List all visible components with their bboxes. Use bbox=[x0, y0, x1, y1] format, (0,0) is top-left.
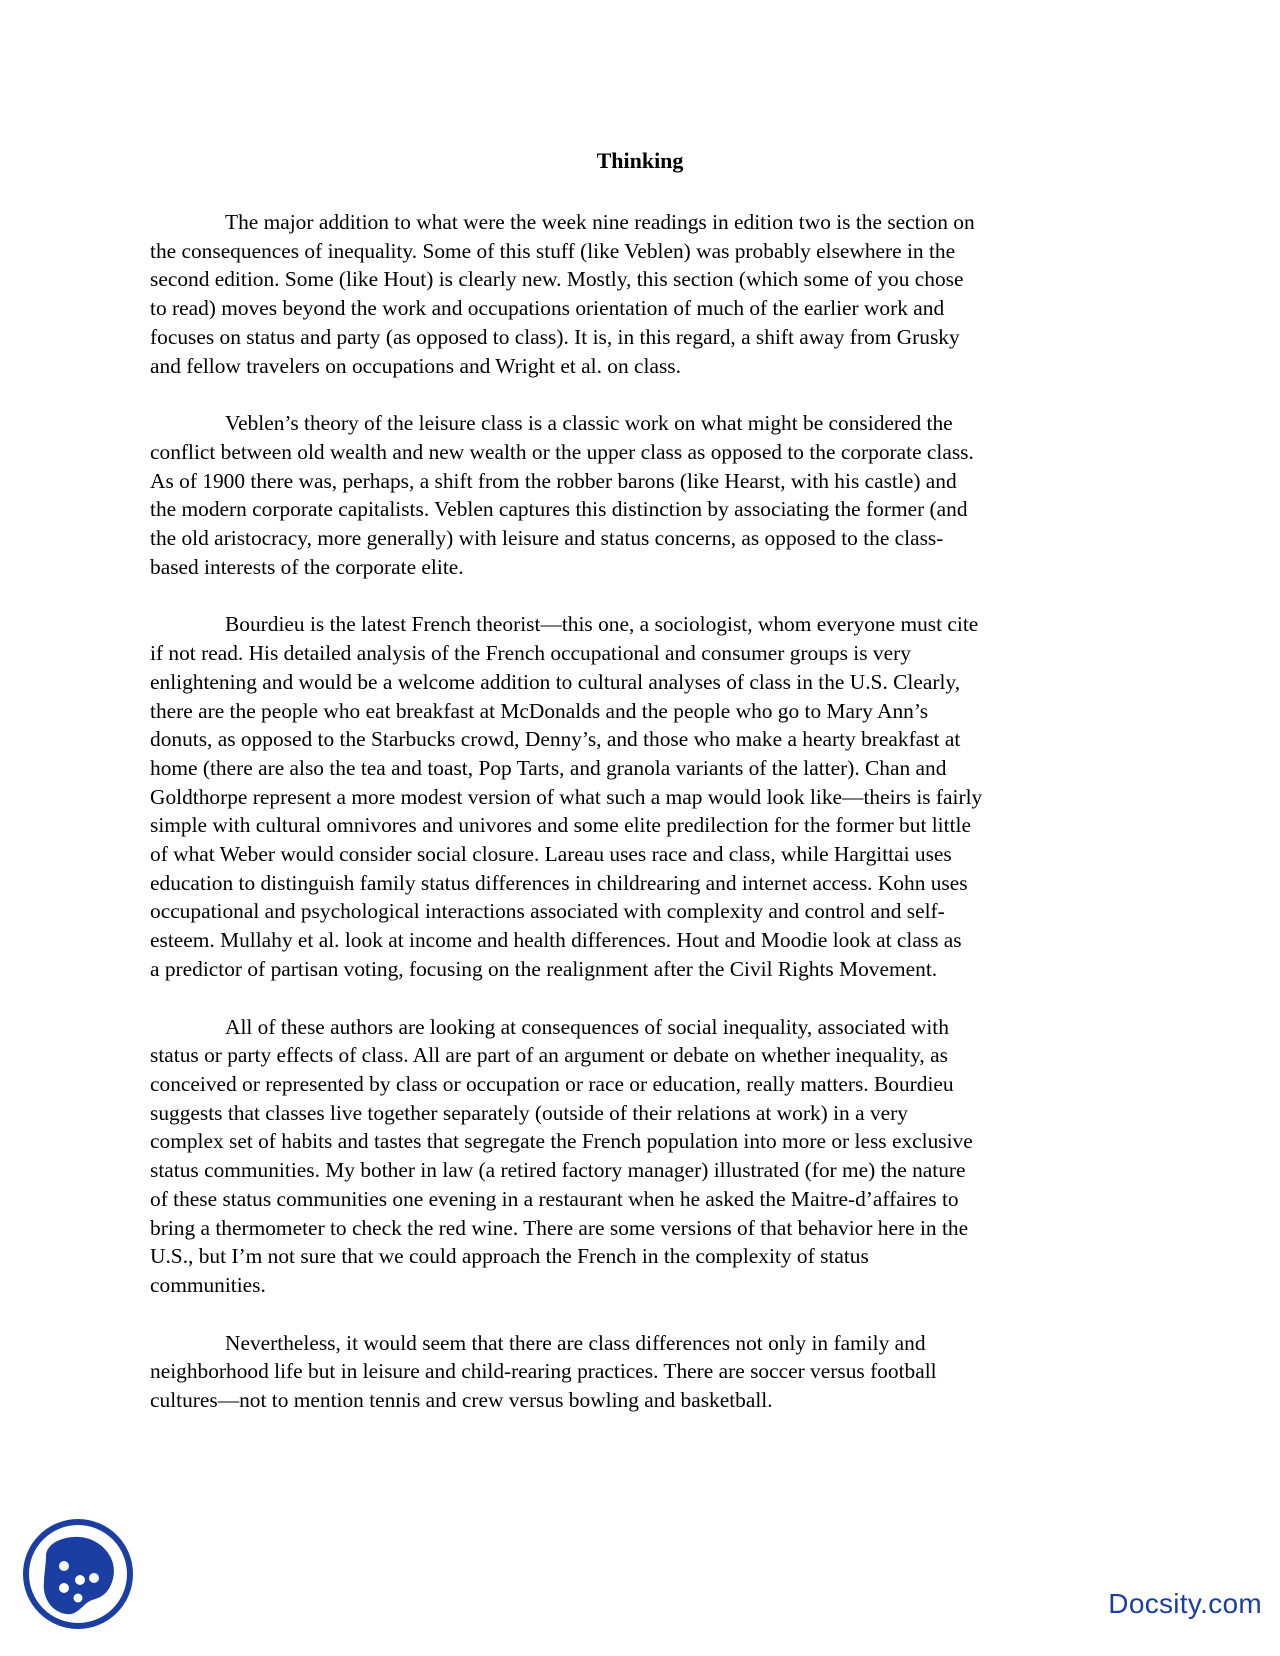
text-line: cultures—not to mention tennis and crew versus bowling and basketball. bbox=[150, 1388, 773, 1413]
paragraph-5 bbox=[150, 1329, 1126, 1415]
text-line: status communities. My bother in law (a retired factory manager) illustrated (for me) the nature bbox=[150, 1158, 966, 1183]
text-line: education to distinguish family status differences in childrearing and internet access. Kohn uses bbox=[150, 870, 968, 895]
paragraph-3 bbox=[150, 610, 1126, 983]
text-line: to read) moves beyond the work and occupations orientation of much of the earlier work and bbox=[150, 296, 945, 321]
text-line: bring a thermometer to check the red wine. There are some versions of that behavior here in the bbox=[150, 1215, 969, 1240]
text-line: of these status communities one evening in a restaurant when he asked the Maitre-d’affaires to bbox=[150, 1186, 959, 1211]
text-line: simple with cultural omnivores and univores and some elite predilection for the former but little bbox=[150, 813, 971, 838]
page-title: Thinking bbox=[596, 148, 684, 173]
text-line: home (there are also the tea and toast, Pop Tarts, and granola variants of the latter). Chan and bbox=[150, 755, 947, 780]
text-line: complex set of habits and tastes that segregate the French population into more or less exclusive bbox=[150, 1129, 973, 1154]
text-line: second edition. Some (like Hout) is clearly new. Mostly, this section (which some of you chose bbox=[150, 267, 964, 292]
text-line: esteem. Mullahy et al. look at income and health differences. Hout and Moodie look at class as bbox=[150, 928, 962, 953]
text-line: neighborhood life but in leisure and child-rearing practices. There are soccer versus football bbox=[150, 1359, 937, 1384]
paragraph-4 bbox=[150, 1013, 1126, 1300]
text-line: if not read. His detailed analysis of the French occupational and consumer groups is very bbox=[150, 641, 911, 666]
text-line: Nevertheless, it would seem that there are class differences not only in family and bbox=[225, 1330, 926, 1355]
text-line: status or party effects of class. All are part of an argument or debate on whether inequality, as bbox=[150, 1043, 948, 1068]
text-line: the old aristocracy, more generally) with leisure and status concerns, as opposed to the class- bbox=[150, 526, 944, 551]
docsity-brand-link[interactable]: Docsity.com bbox=[1108, 1588, 1262, 1619]
docsity-logo-icon[interactable] bbox=[22, 1518, 134, 1630]
text-line: The major addition to what were the week nine readings in edition two is the section on bbox=[225, 210, 975, 234]
text-line: Goldthorpe represent a more modest version of what such a map would look like—theirs is fairly bbox=[150, 784, 983, 809]
text-line: As of 1900 there was, perhaps, a shift from the robber barons (like Hearst, with his castle) and bbox=[150, 468, 957, 493]
text-line: Veblen’s theory of the leisure class is a classic work on what might be considered the bbox=[225, 411, 953, 436]
text-line: focuses on status and party (as opposed to class). It is, in this regard, a shift away from Grusky bbox=[150, 324, 960, 349]
text-line: communities. bbox=[150, 1272, 266, 1297]
paragraph-1 bbox=[150, 208, 1126, 380]
text-line: All of these authors are looking at consequences of social inequality, associated with bbox=[225, 1014, 949, 1039]
paragraph-2 bbox=[150, 409, 1126, 581]
text-line: the modern corporate capitalists. Veblen captures this distinction by associating the former (and bbox=[150, 497, 968, 522]
text-line: the consequences of inequality. Some of this stuff (like Veblen) was probably elsewhere in the bbox=[150, 238, 956, 263]
text-line: occupational and psychological interactions associated with complexity and control and self- bbox=[150, 899, 945, 924]
text-line: based interests of the corporate elite. bbox=[150, 554, 464, 579]
text-line: of what Weber would consider social closure. Lareau uses race and class, while Hargittai uses bbox=[150, 842, 952, 867]
text-line: and fellow travelers on occupations and Wright et al. on class. bbox=[150, 353, 681, 378]
text-line: a predictor of partisan voting, focusing on the realignment after the Civil Rights Movement. bbox=[150, 956, 938, 981]
text-line: U.S., but I’m not sure that we could approach the French in the complexity of status bbox=[150, 1244, 869, 1269]
text-line: Bourdieu is the latest French theorist—this one, a sociologist, whom everyone must cite bbox=[225, 612, 979, 637]
text-line: enlightening and would be a welcome addition to cultural analyses of class in the U.S. Clearly, bbox=[150, 669, 961, 694]
text-line: conflict between old wealth and new wealth or the upper class as opposed to the corporate class. bbox=[150, 439, 974, 464]
document-body bbox=[150, 208, 1126, 1444]
text-line: suggests that classes live together separately (outside of their relations at work) in a very bbox=[150, 1100, 908, 1125]
text-line: there are the people who eat breakfast at McDonalds and the people who go to Mary Ann’s bbox=[150, 698, 929, 723]
text-line: conceived or represented by class or occupation or race or education, really matters. Bourdieu bbox=[150, 1071, 954, 1096]
text-line: donuts, as opposed to the Starbucks crowd, Denny’s, and those who make a hearty breakfast at bbox=[150, 727, 961, 752]
